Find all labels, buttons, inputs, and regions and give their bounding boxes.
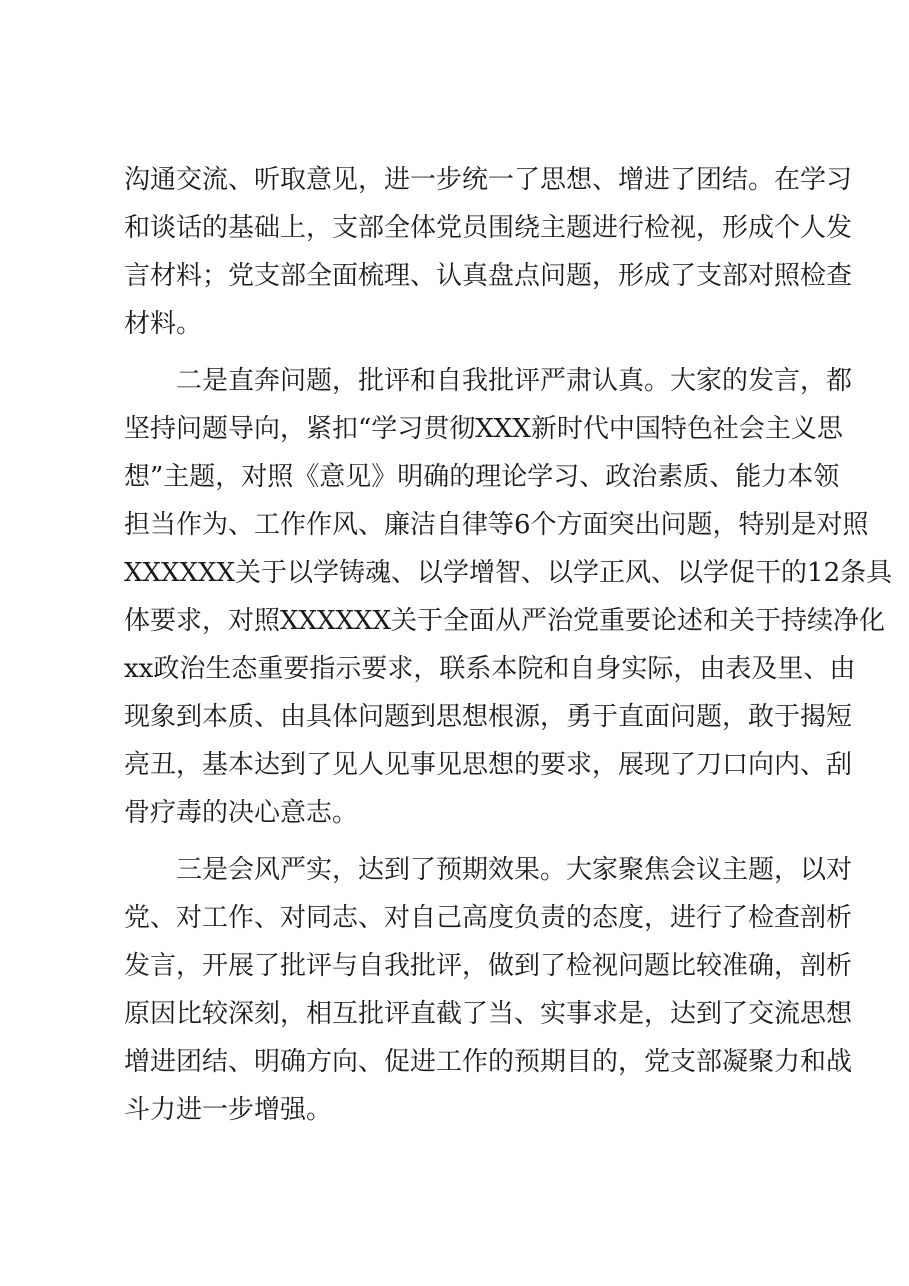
document-body (124, 156, 893, 1134)
text-line: 想”主题，对照《意见》明确的理论学习、政治素质、能力本领 (124, 462, 840, 492)
text-line: 亮丑，基本达到了见人见事见思想的要求，展现了刀口向内、刮 (124, 750, 853, 780)
text-line: 担当作为、工作作风、廉洁自律等6个方面突出问题，特别是对照 (124, 510, 869, 540)
paragraph-point-three (124, 846, 853, 1134)
text-line: 党、对工作、对同志、对自己高度负责的态度，进行了检查剖析 (124, 903, 853, 933)
text-line: 原因比较深刻，相互批评直截了当、实事求是，达到了交流思想 (124, 999, 853, 1029)
text-line: 现象到本质、由具体问题到思想根源，勇于直面问题，敢于揭短 (124, 702, 853, 732)
text-line: 坚持问题导向，紧扣“学习贯彻XXX新时代中国特色社会主义思 (124, 414, 843, 444)
text-line: 发言，开展了批评与自我批评，做到了检视问题比较准确，剖析 (124, 951, 853, 981)
text-line: 三是会风严实，达到了预期效果。大家聚焦会议主题，以对 (176, 855, 853, 885)
text-line: 骨疗毒的决心意志。 (124, 798, 359, 828)
text-line: 言材料；党支部全面梳理、认真盘点问题，形成了支部对照检查 (124, 261, 853, 291)
text-line: xx政治生态重要指示要求，联系本院和自身实际，由表及里、由 (124, 654, 856, 684)
paragraph-point-two (124, 357, 893, 837)
text-line: 和谈话的基础上，支部全体党员围绕主题进行检视，形成个人发 (124, 213, 853, 243)
text-line: 体要求，对照XXXXXX关于全面从严治党重要论述和关于持续净化 (124, 606, 886, 636)
text-line: 沟通交流、听取意见，进一步统一了思想、增进了团结。在学习 (124, 165, 853, 195)
text-line: 二是直奔问题，批评和自我批评严肃认真。大家的发言，都 (176, 366, 853, 396)
paragraph-continuation (124, 156, 853, 348)
text-line: 斗力进一步增强。 (124, 1095, 333, 1125)
text-line: 材料。 (124, 309, 203, 339)
text-line: 增进团结、明确方向、促进工作的预期目的，党支部凝聚力和战 (124, 1047, 853, 1077)
text-line: XXXXXX关于以学铸魂、以学增智、以学正风、以学促干的12条具 (124, 558, 893, 588)
